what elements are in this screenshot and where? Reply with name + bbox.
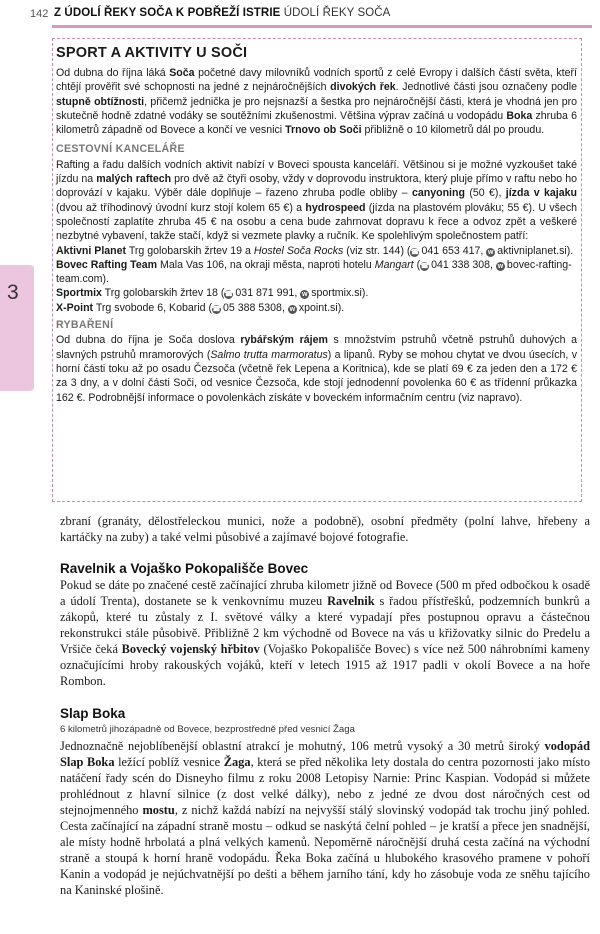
- agency-phone: 031 871 991,: [235, 287, 301, 300]
- section-slap-boka-location: 6 kilometrů jihozápadně od Bovece, bezprostředně před vesnicí Žaga: [60, 724, 355, 735]
- chapter-number: 3: [7, 281, 19, 304]
- web-icon: w: [497, 262, 504, 270]
- agency-name: X-Point: [56, 301, 94, 314]
- web-icon: w: [301, 291, 308, 299]
- section-ravelnik-heading: Ravelnik a Vojaško Pokopališče Bovec: [60, 561, 309, 576]
- section-slap-boka-text: Jednoznačně nejoblíbenější oblastní atrakcí je mohutný, 106 metrů vysoký a 30 metrů široký vodopád Slap Boka ležící poblíž vesnice Žaga, která se před několika lety dostala do centra pozornosti jako místo natáčení řady scén do Disneyho filmu z roku 2008 Letopisy Narnie: Princ Kaspian. Vodopád si můžete prohlédnout z hlavní silnice (z dost velké dálky), nebo z jedné ze dvou dost náročných cest od stejnojmenného mostu, z nichž každá nabízí na nejvyšší stálý slovinský vodopád tak trochu jiný pohled. Cesta začínající na západní straně mostu – odkud se naskýtá čelní pohled – je kratší a přece jen snadnější, ale místy hodně hrbolatá a plná velkých kamenů. Nepoměrně náročnější druhá cesta začíná na východní straně a stoupá k horní hraně vodopádu. Řeka Boka začíná u hlubokého krasového pramene v pohoří Kanin a vodopád je nejúchvatnější po dešti a během jarního tání, kdy ho zásobuje voda ze sněhu tajícího na Kaninské plošině.: [60, 739, 591, 897]
- sidebar-intro: Od dubna do října láká Soča početné davy milovníků vodních sportů z celé Evropy i dalších částí světa, kteří chtějí prověřit své schopnosti na jedné z nejnáročnějších divokých řek. Jednotlivé části jsou označeny podle stupně obtížnosti, přičemž jednička je pro nejsnazší a šestka pro nejnáročnější části, která je vhodná jen pro skutečně hodně zdatné vodáky se soutěžními zkušenostmi. Většina výprav začíná u vodopádu Boka zhruba 6 kilometrů západně od Bovece a končí ve vesnici Trnovo ob Soči přibližně o 10 kilometrů dál po proudu.: [56, 67, 578, 137]
- page-number: 142: [30, 8, 49, 20]
- running-head-title: Z ÚDOLÍ ŘEKY SOČA K POBŘEŽÍ ISTRIE: [54, 7, 281, 19]
- web-icon: w: [488, 248, 494, 256]
- agency-website[interactable]: sportmix.si: [311, 287, 362, 300]
- agency-entry: Sportmix Trg golobarskih žrtev 18 (☎ 031 871 991, w sportmix.si).: [56, 287, 369, 300]
- agencies-heading: CESTOVNÍ KANCELÁŘE: [56, 143, 185, 156]
- phone-icon: ☎: [410, 248, 420, 256]
- section-ravelnik-text: Pokud se dáte po značené cestě začínající zhruba kilometr jižně od Bovece (500 m před odbočkou k osadě a údolí Trenta), dostanete se k venkovnímu muzeu Ravelnik s řadou přístřešků, podzemních bunkrů a zákopů, které tu zůstaly z I. světové války a které vypadají přes postupnou opravu a částečnou rekonstrukci stále působivě. Přibližně 2 km východně od Bovece na vás u křižovatky silnic do Predelu a Vršiče čeká Bovecký vojenský hřbitov (Vojaško Pokopališče Bovec) s více než 500 náhrobními kameny označujícími hroby rakouských vojáků, kteří v letech 1915 až 1917 padli v okolí Bovece a na hoře Rombon.: [60, 578, 590, 688]
- sidebar-content: [56, 44, 577, 405]
- continuation-text: zbraní (granáty, dělostřeleckou munici, nože a podobně), osobní předměty (polní lahve, hřebeny a kartáčky na zuby) a také velmi působivé a zajímavé bojové fotografie.: [60, 514, 590, 544]
- agency-phone: 041 653 417,: [421, 244, 487, 257]
- running-head: [54, 7, 390, 19]
- agency-website[interactable]: aktivniplanet.si: [497, 244, 567, 257]
- agency-entry: X-Point Trg svobode 6, Kobarid (☎ 05 388 5308, w xpoint.si).: [56, 301, 345, 314]
- phone-icon: ☎: [212, 305, 221, 313]
- agency-website[interactable]: bovec-rafting-team.com: [56, 258, 572, 286]
- section-slap-boka-heading: Slap Boka: [60, 706, 126, 721]
- agency-website[interactable]: xpoint.si: [298, 301, 338, 314]
- header-rule: [52, 25, 592, 28]
- agency-entry: Aktivni Planet Trg golobarskih žrtev 19 a Hostel Soča Rocks (viz str. 144) (☎ 041 653 417, w aktivniplanet.si).: [56, 244, 574, 257]
- section-ravelnik-body: [60, 577, 590, 689]
- agency-name: Sportmix: [56, 287, 102, 300]
- fishing-text: Od dubna do října je Soča doslova rybářským rájem s množstvím pstruhů včetně pstruhů duhových a slavných pstruhů mramorových (Salmo trutta marmoratus) a lipanů. Ryby se mohou chytat ve dvou úsecích, v horní části toku až po osadu Čezsoča (včetně řek Lepena a Koritnica), kde se platí 69 € za jeden den a 172 € za 3 dny, a v dolní části Soči, od vesnice Čezsoča, kde stojí jednodenní povolenka 60 € as třídenní průkazka 162 €. Podrobnější informace o povolenkách získáte v boveckém informačním centru (viz napravo).: [56, 334, 578, 404]
- phone-icon: ☎: [224, 291, 234, 299]
- section-slap-boka-body: [60, 738, 590, 898]
- continuation-paragraph: [60, 513, 590, 545]
- agency-phone: 05 388 5308,: [223, 301, 288, 314]
- agency-name: Bovec Rafting Team: [56, 258, 158, 271]
- sidebar-title: SPORT A AKTIVITY U SOČI: [56, 45, 248, 61]
- fishing-heading: RYBAŘENÍ: [56, 319, 114, 332]
- agency-phone: 041 338 308,: [431, 258, 496, 271]
- phone-icon: ☎: [420, 262, 429, 270]
- running-head-subtitle: ÚDOLÍ ŘEKY SOČA: [283, 7, 391, 19]
- web-icon: w: [289, 305, 296, 313]
- page-header: [0, 0, 600, 30]
- agency-name: Aktivni Planet: [56, 244, 127, 257]
- agencies-text: Rafting a řadu dalších vodních aktivit nabízí v Boveci spousta kanceláří. Většinou si je možné vyzkoušet také jízdu na malých raftech pro dvě až čtyři osoby, vždy v doprovodu instruktora, který pluje přímo v raftu nebo ho doprovází v kajaku. Výběr dále doplňuje – řazeno zhruba podle obliby – canyoning (50 €), jízda v kajaku (dvou až tříhodinový úvodní kurz stojí kolem 65 €) a hydrospeed (jízda na plastovém plováku; 55 €). U všech společností zaplatíte zhruba 45 € na osobu a cena bude zahrnovat dopravu k řece a odvoz zpět a veškeré nezbytné vybavení, takže stačí, když si vezmete plavky a ručník. Ke spolehlivým společnostem patří:: [56, 158, 578, 243]
- agency-entry: Bovec Rafting Team Mala Vas 106, na okraji města, naproti hotelu Mangart (☎ 041 338 308, w bovec-rafting-team.com).: [56, 258, 572, 286]
- agency-list: [56, 244, 577, 315]
